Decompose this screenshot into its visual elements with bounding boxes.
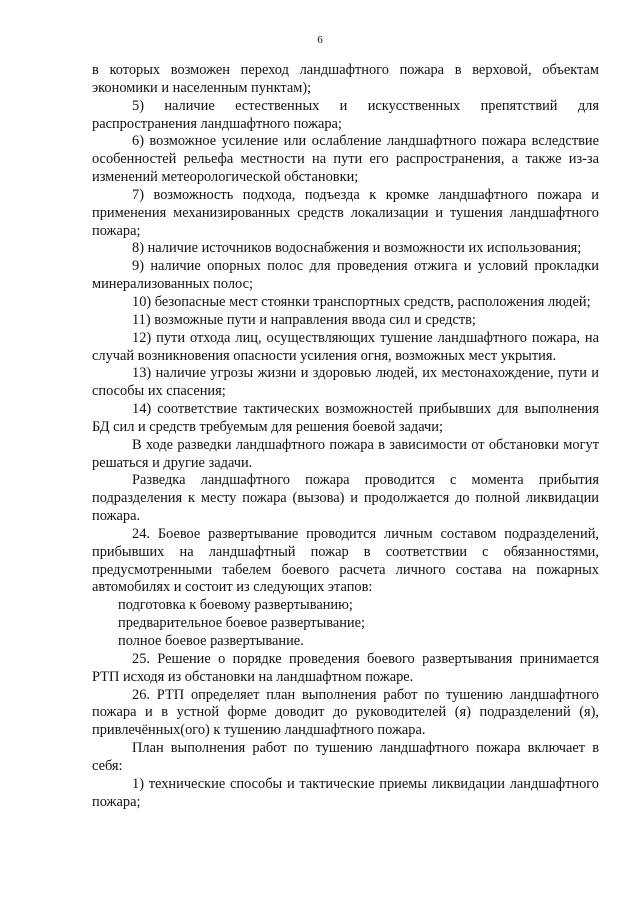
paragraph-reconnaissance: Разведка ландшафтного пожара проводится с момента прибытия подразделения к месту пожара (вызова) и продолжается до полной ликвидации пожара. [92, 472, 599, 525]
paragraph-item-11: 11) возможные пути и направления ввода сил и средств; [132, 311, 476, 328]
paragraph-item-12: 12) пути отхода лиц, осуществляющих тушение ландшафтного пожара, на случай возникновения опасности усиления огня, возможных мест укрытия. [92, 329, 599, 364]
paragraph-item-10: 10) безопасные мест стоянки транспортных средств, расположения людей; [132, 293, 591, 310]
page-number: 6 [317, 34, 323, 46]
paragraph-section-24: 24. Боевое развертывание проводится личным составом подразделений, прибывших на ландшафтный пожар в соответствии с обязанностями, предусмотренными табелем боевого расчета личного состава на пожарных автомобилях и состоит из следующих этапов: [92, 525, 599, 596]
paragraph-item-6: 6) возможное усиление или ослабление ландшафтного пожара вследствие особенностей рельефа местности на пути его распространения, а также из-за изменений метеорологической обстановки; [92, 133, 599, 186]
paragraph-item-14: 14) соответствие тактических возможностей прибывших для выполнения БД сил и средств требуемым для решения боевой задачи; [92, 401, 599, 435]
stage-preparation: подготовка к боевому развертыванию; [118, 597, 353, 614]
paragraph-item-8: 8) наличие источников водоснабжения и возможности их использования; [132, 240, 582, 257]
paragraph-item-13: 13) наличие угрозы жизни и здоровью людей, их местонахождение, пути и способы их спасения; [92, 365, 599, 400]
paragraph-plan-item-1: 1) технические способы и тактические приемы ликвидации ландшафтного пожара; [92, 775, 599, 810]
stage-preliminary: предварительное боевое развертывание; [118, 615, 366, 632]
stage-full: полное боевое развертывание. [118, 633, 304, 649]
paragraph-item-9: 9) наличие опорных полос для проведения отжига и условий прокладки минерализованных полос; [92, 258, 599, 293]
paragraph-item-7: 7) возможность подхода, подъезда к кромке ландшафтного пожара и применения механизированных средств локализации и тушения ландшафтного пожара; [92, 186, 599, 239]
paragraph-other-tasks: В ходе разведки ландшафтного пожара в зависимости от обстановки могут решаться и другие задачи. [92, 436, 599, 471]
document-body [92, 62, 599, 811]
paragraph-item-5: 5) наличие естественных и искусственных препятствий для распространения ландшафтного пожара; [92, 97, 599, 132]
paragraph-section-26: 26. РТП определяет план выполнения работ по тушению ландшафтного пожара и в устной форме доводит до руководителей (я) подразделений (я), привлечённых(ого) к тушению ландшафтного пожара. [92, 686, 599, 739]
paragraph-section-25: 25. Решение о порядке проведения боевого развертывания принимается РТП исходя из обстановки на ландшафтном пожаре. [92, 650, 599, 685]
paragraph-plan-includes: План выполнения работ по тушению ландшафтного пожара включает в себя: [92, 740, 599, 774]
paragraph-continuation: в которых возможен переход ландшафтного пожара в верховой, объектам экономики и населенным пунктам); [92, 62, 599, 96]
